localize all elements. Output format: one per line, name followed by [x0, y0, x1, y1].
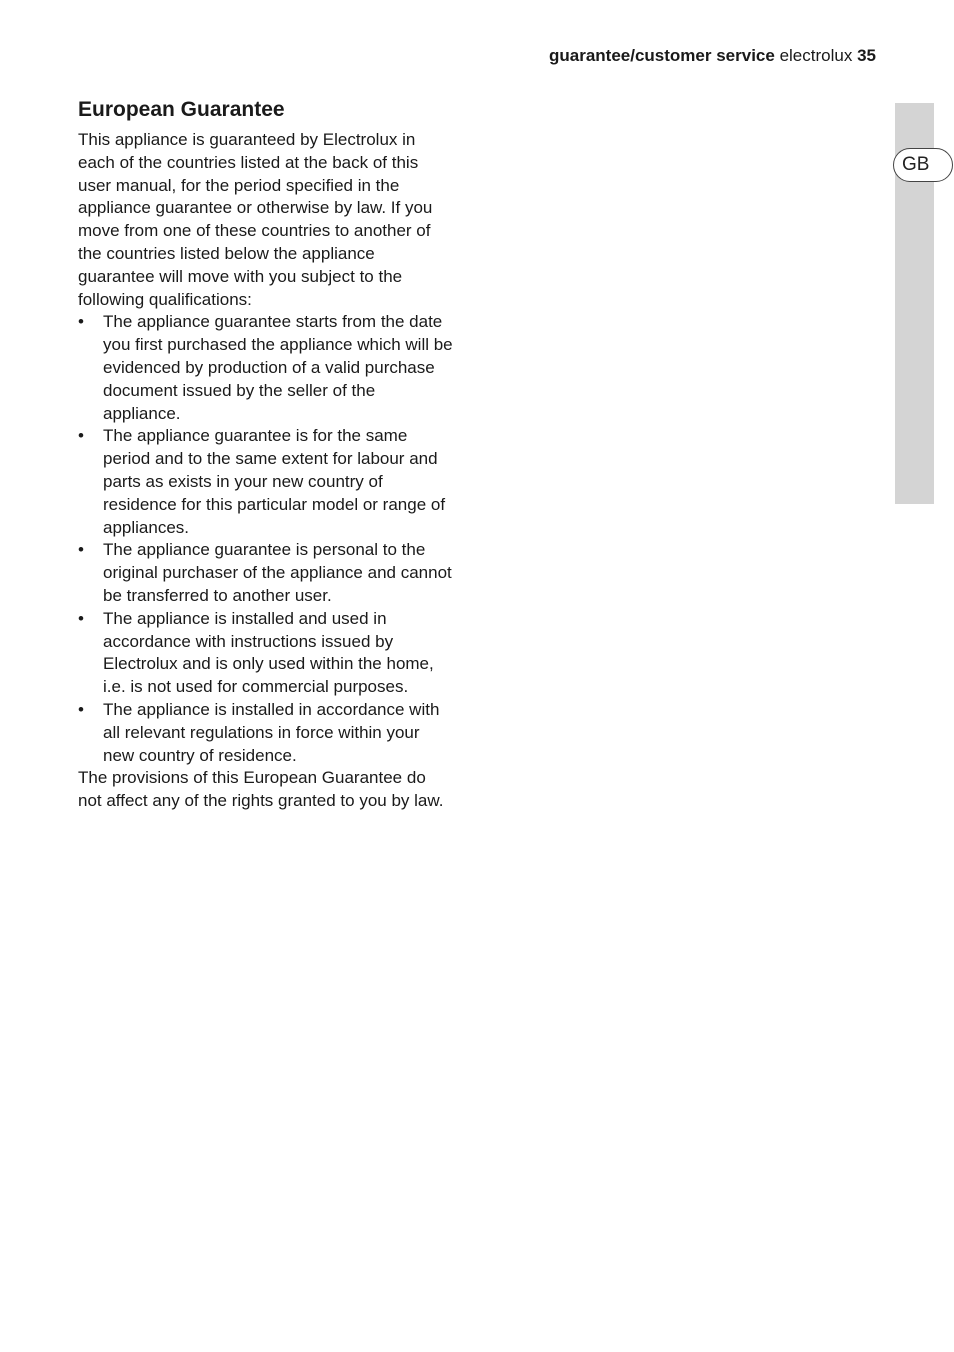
- article: [78, 96, 454, 813]
- header-brand: electrolux: [779, 46, 853, 65]
- closing-paragraph: The provisions of this European Guarantee do not affect any of the rights granted to you by law.: [78, 768, 444, 811]
- bullet-icon: •: [78, 540, 84, 560]
- conditions-list: [78, 311, 454, 767]
- bullet-icon: •: [78, 312, 84, 332]
- bullet-icon: •: [78, 699, 84, 719]
- intro-paragraph: This appliance is guaranteed by Electrolux in each of the countries listed at the back of this user manual, for the period specified in the appliance guarantee or otherwise by law. If you move from one of these countries to another of the countries listed below the appliance guarantee will move with you subject to the following qualifications:: [78, 130, 433, 309]
- page-number: 35: [857, 46, 876, 65]
- list-item: [78, 608, 454, 699]
- list-item-text: The appliance guarantee is personal to the original purchaser of the appliance and cannot be transferred to another user.: [103, 540, 452, 605]
- bullet-icon: •: [78, 426, 84, 446]
- running-header: [549, 46, 876, 66]
- language-badge: GB: [893, 148, 953, 182]
- page-title: European Guarantee: [78, 98, 285, 121]
- list-item: [78, 425, 454, 539]
- list-item-text: The appliance guarantee starts from the date you first purchased the appliance which will be evidenced by production of a valid purchase document issued by the seller of the appliance.: [103, 312, 453, 423]
- list-item-text: The appliance is installed in accordance with all relevant regulations in force within your new country of residence.: [103, 699, 440, 765]
- list-item: [78, 699, 454, 767]
- list-item-text: The appliance guarantee is for the same period and to the same extent for labour and parts as exists in your new country of residence for this particular model or range of appliances.: [103, 426, 446, 537]
- header-section-title: guarantee/customer service: [549, 46, 775, 65]
- list-item: [78, 539, 454, 607]
- list-item-text: The appliance is installed and used in accordance with instructions issued by Electrolux and is only used within the home, i.e. is not used for commercial purposes.: [103, 608, 434, 697]
- bullet-icon: •: [78, 608, 84, 628]
- list-item: [78, 311, 454, 425]
